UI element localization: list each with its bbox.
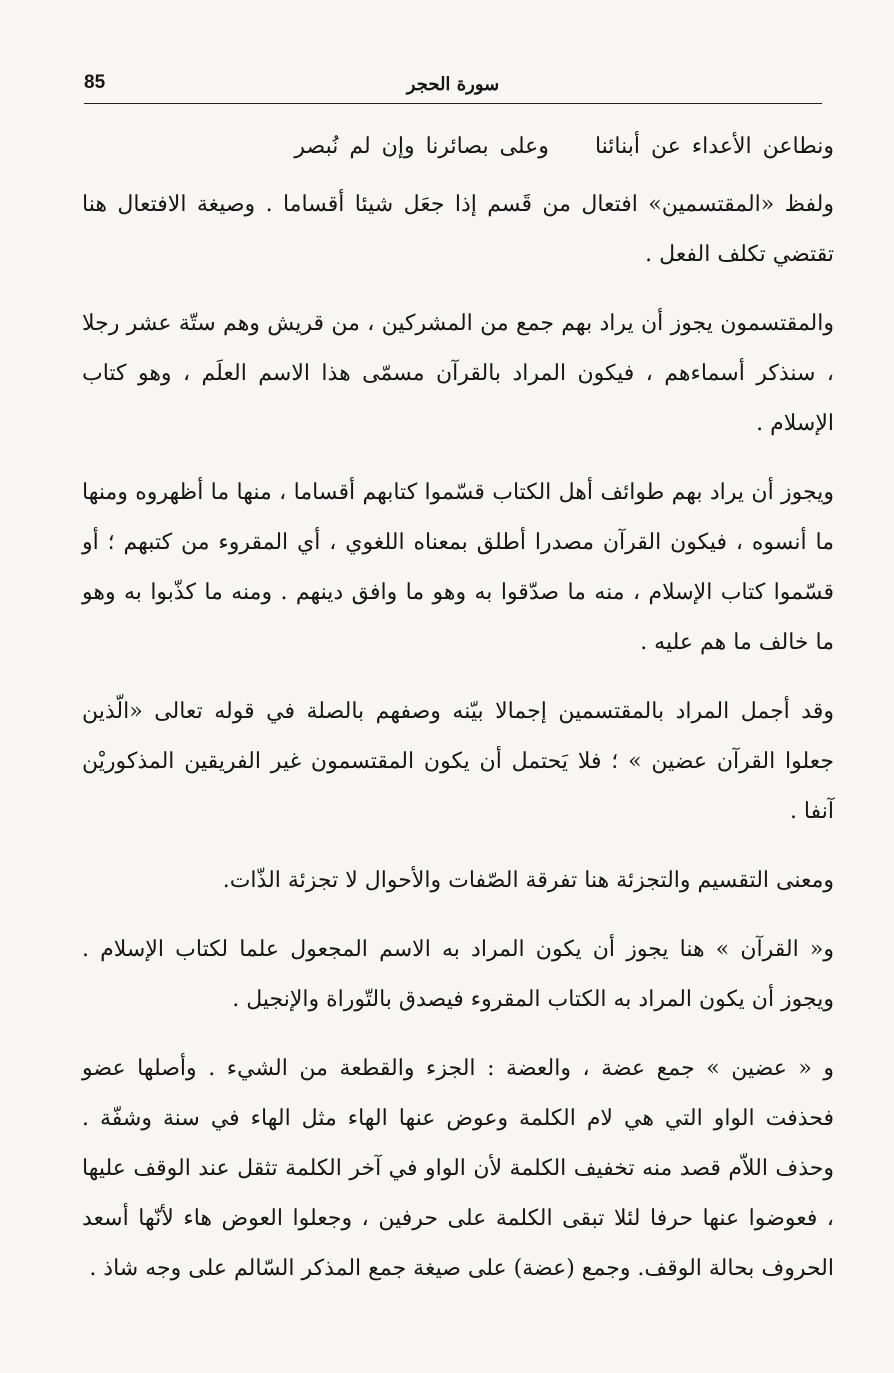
surah-title: سورة الحجر: [406, 74, 500, 95]
paragraph: ولفظ «المقتسمين» افتعال من قَسم إذا جعَل شيئا أقساما . وصيغة الافتعال هنا تقتضي تكلف الفعل .: [82, 192, 834, 267]
paragraph: ويجوز أن يراد بهم طوائف أهل الكتاب قسّموا كتابهم أقساما ، منها ما أظهروه ومنها ما أنسوه ، فيكون القرآن مصدرا أطلق بمعناه اللغوي ، أي المقروء من كتبهم ؛ أو قسّموا كتاب الإسلام ، منه ما صدّقوا به وهو ما وافق دينهم . ومنه ما كذّبوا به وهو ما خالف ما هم عليه .: [82, 480, 834, 655]
header-rule: [84, 103, 822, 104]
paragraph: وقد أجمل المراد بالمقتسمين إجمالا بيّنه وصفهم بالصلة في قوله تعالى «الّذين جعلوا القرآن عضين » ؛ فلا يَحتمل أن يكون المقتسمون غير الفريقين المذكوريْن آنفا .: [82, 699, 834, 824]
paragraph: و « عضين » جمع عضة ، والعضة : الجزء والقطعة من الشيء . وأصلها عضو فحذفت الواو التي هي لام الكلمة وعوض عنها الهاء مثل الهاء في سنة وشفّة . وحذف اللاّم قصد منه تخفيف الكلمة لأن الواو في آخر الكلمة تثقل عند الوقف عليها ، فعوضوا عنها حرفا لئلا تبقى الكلمة على حرفين ، وجعلوا العوض هاء لأنّها أسعد الحروف بحالة الوقف. وجمع (عضة) على صيغة جمع المذكر السّالم على وجه شاذ .: [82, 1056, 835, 1281]
paragraph: و« القرآن » هنا يجوز أن يكون المراد به الاسم المجعول علما لكتاب الإسلام . ويجوز أن يكون المراد به الكتاب المقروء فيصدق بالتّوراة والإنجيل .: [82, 937, 834, 1012]
page-body: [82, 122, 834, 1313]
poetry-verse: [82, 122, 834, 172]
verse-right-hemistich: ونطاعن الأعداء عن أبنائنا: [594, 134, 834, 159]
verse-left-hemistich: وعلى بصائرنا وإن لم نُبصر: [294, 134, 549, 159]
page-number: 85: [84, 72, 106, 93]
page-header: [84, 70, 822, 104]
paragraph: ومعنى التقسيم والتجزئة هنا تفرقة الصّفات والأحوال لا تجزئة الذّات.: [222, 868, 834, 893]
paragraph: والمقتسمون يجوز أن يراد بهم جمع من المشركين ، من قريش وهم ستّة عشر رجلا ، سنذكر أسماءهم ، فيكون المراد بالقرآن مسمّى هذا الاسم العلَم ، وهو كتاب الإسلام .: [82, 311, 834, 436]
